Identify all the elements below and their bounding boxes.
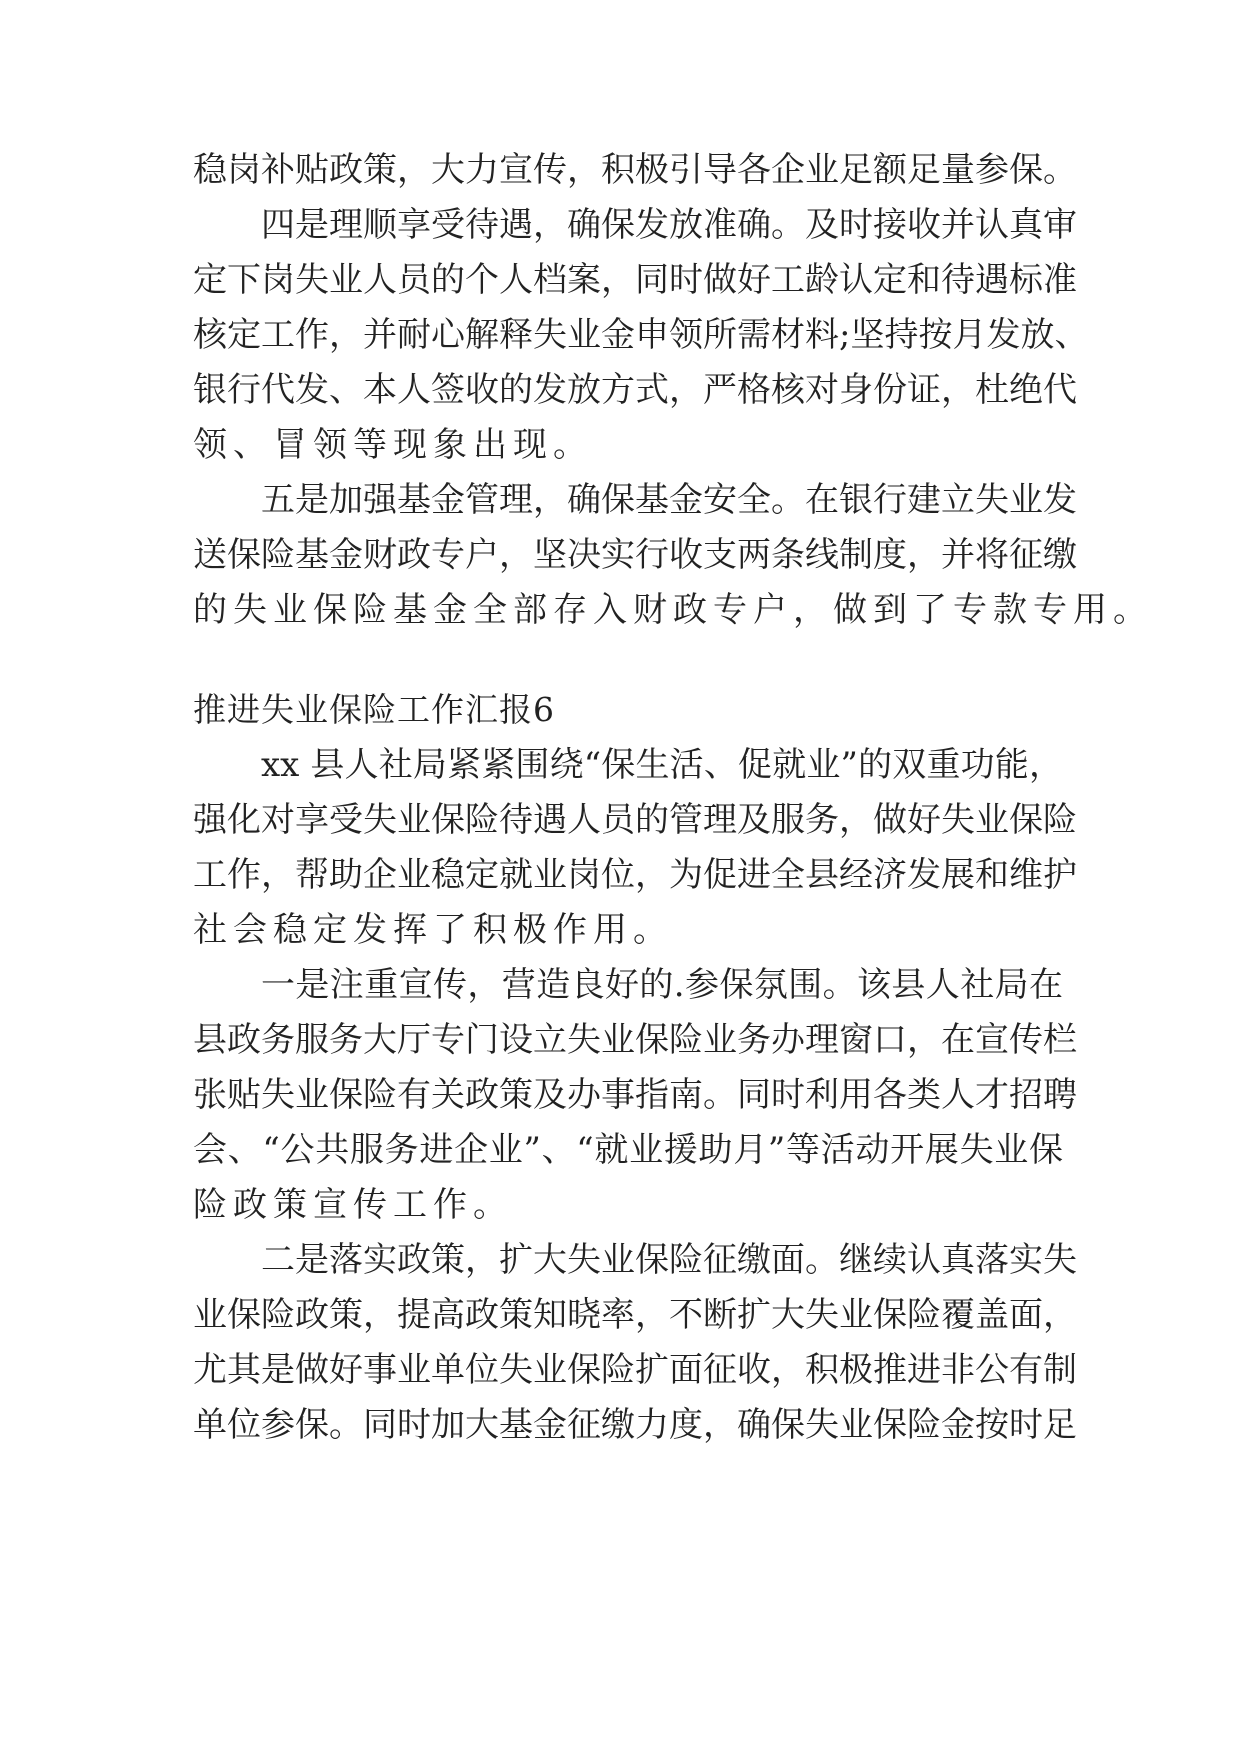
paragraph-line: 险政策宣传工作。 [193, 1185, 513, 1225]
paragraph-line: 领、冒领等现象出现。 [193, 425, 593, 465]
paragraph-line: xx 县人社局紧紧围绕“保生活、促就业”的双重功能， [261, 745, 1063, 785]
paragraph-line: 的失业保险基金全部存入财政专户，做到了专款专用。 [193, 590, 1153, 630]
paragraph-line: 二是落实政策，扩大失业保险征缴面。继续认真落实失 [261, 1240, 1077, 1280]
paragraph-line: 业保险政策，提高政策知晓率，不断扩大失业保险覆盖面， [193, 1295, 1077, 1335]
paragraph-line: 张贴失业保险有关政策及办事指南。同时利用各类人才招聘 [193, 1075, 1077, 1115]
paragraph-line: 工作，帮助企业稳定就业岗位，为促进全县经济发展和维护 [193, 855, 1077, 895]
paragraph-line: 五是加强基金管理，确保基金安全。在银行建立失业发 [261, 480, 1077, 520]
paragraph-line: 定下岗失业人员的个人档案，同时做好工龄认定和待遇标准 [193, 260, 1077, 300]
paragraph-line: 强化对享受失业保险待遇人员的管理及服务，做好失业保险 [193, 800, 1077, 840]
paragraph-line: 送保险基金财政专户，坚决实行收支两条线制度，并将征缴 [193, 535, 1077, 575]
section-title: 推进失业保险工作汇报6 [193, 690, 555, 729]
paragraph-line: 会、“公共服务进企业”、“就业援助月”等活动开展失业保 [193, 1130, 1063, 1170]
paragraph-line: 单位参保。同时加大基金征缴力度，确保失业保险金按时足 [193, 1405, 1077, 1445]
paragraph-line: 稳岗补贴政策，大力宣传，积极引导各企业足额足量参保。 [193, 150, 1077, 190]
paragraph-line: 一是注重宣传，营造良好的.参保氛围。该县人社局在 [261, 965, 1063, 1005]
paragraph-line: 银行代发、本人签收的发放方式，严格核对身份证，杜绝代 [193, 370, 1077, 410]
paragraph-line: 核定工作，并耐心解释失业金申领所需材料;坚持按月发放、 [193, 315, 1089, 355]
paragraph-line: 四是理顺享受待遇，确保发放准确。及时接收并认真审 [261, 205, 1077, 245]
paragraph-line: 社会稳定发挥了积极作用。 [193, 910, 673, 950]
paragraph-line: 尤其是做好事业单位失业保险扩面征收，积极推进非公有制 [193, 1350, 1077, 1390]
paragraph-line: 县政务服务大厅专门设立失业保险业务办理窗口，在宣传栏 [193, 1020, 1077, 1060]
